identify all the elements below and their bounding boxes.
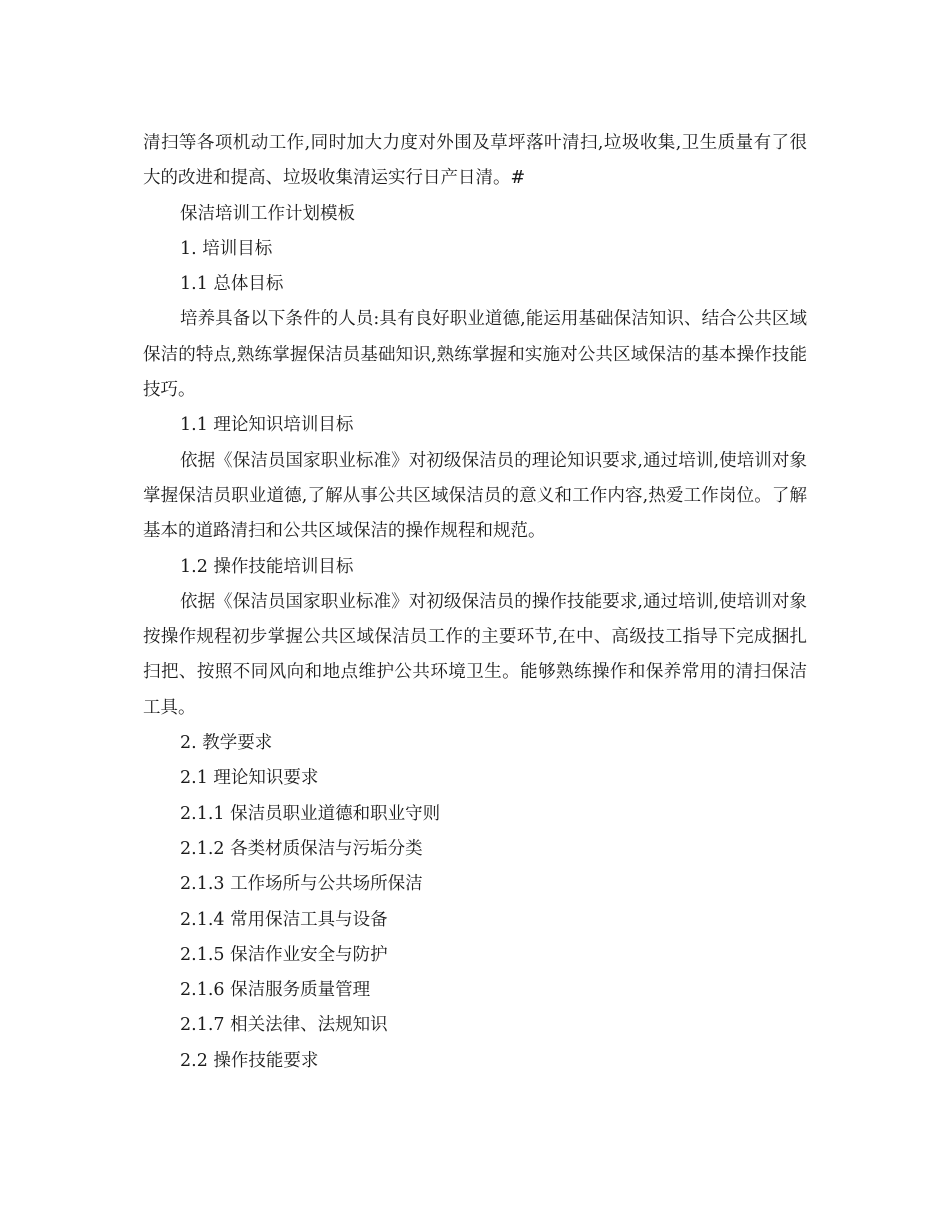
paragraph-cleaning-summary: 清扫等各项机动工作,同时加大力度对外围及草坪落叶清扫,垃圾收集,卫生质量有了很大的改进和提高、垃圾收集清运实行日产日清。#: [143, 133, 807, 189]
section-heading-2-1: 2.1 理论知识要求: [180, 768, 319, 789]
list-item-2-1-4: 2.1.4 常用保洁工具与设备: [180, 909, 388, 930]
paragraph-skill-goal: 依据《保洁员国家职业标准》对初级保洁员的操作技能要求,通过培训,使培训对象按操作规程初步掌握公共区域保洁员工作的主要环节,在中、高级技工指导下完成捆扎扫把、按照不同风向和地点维护公共环境卫生。能够熟练操作和保养常用的清扫保洁工具。: [143, 591, 807, 718]
section-heading-2: 2. 教学要求: [180, 733, 273, 754]
list-item-2-1-2: 2.1.2 各类材质保洁与污垢分类: [180, 838, 423, 859]
paragraph-overall-goal: 培养具备以下条件的人员:具有良好职业道德,能运用基础保洁知识、结合公共区域保洁的特点,熟练掌握保洁员基础知识,熟练掌握和实施对公共区域保洁的基本操作技能技巧。: [143, 309, 807, 401]
list-item-2-1-6: 2.1.6 保洁服务质量管理: [180, 980, 371, 1001]
section-heading-theory-goal: 1.1 理论知识培训目标: [180, 415, 354, 436]
section-heading-1: 1. 培训目标: [180, 238, 273, 259]
list-item-2-1-1: 2.1.1 保洁员职业道德和职业守则: [180, 803, 441, 824]
section-heading-1-1: 1.1 总体目标: [180, 274, 284, 295]
list-item-2-1-3: 2.1.3 工作场所与公共场所保洁: [180, 874, 423, 895]
list-item-2-1-7: 2.1.7 相关法律、法规知识: [180, 1015, 388, 1036]
section-heading-2-2: 2.2 操作技能要求: [180, 1050, 319, 1071]
section-heading-skill-goal: 1.2 操作技能培训目标: [180, 556, 354, 577]
paragraph-theory-goal: 依据《保洁员国家职业标准》对初级保洁员的理论知识要求,通过培训,使培训对象掌握保洁员职业道德,了解从事公共区域保洁员的意义和工作内容,热爱工作岗位。了解基本的道路清扫和公共区域保洁的操作规程和规范。: [143, 450, 807, 542]
list-item-2-1-5: 2.1.5 保洁作业安全与防护: [180, 944, 388, 965]
document-body: [143, 126, 807, 1079]
document-title: 保洁培训工作计划模板: [180, 203, 355, 224]
